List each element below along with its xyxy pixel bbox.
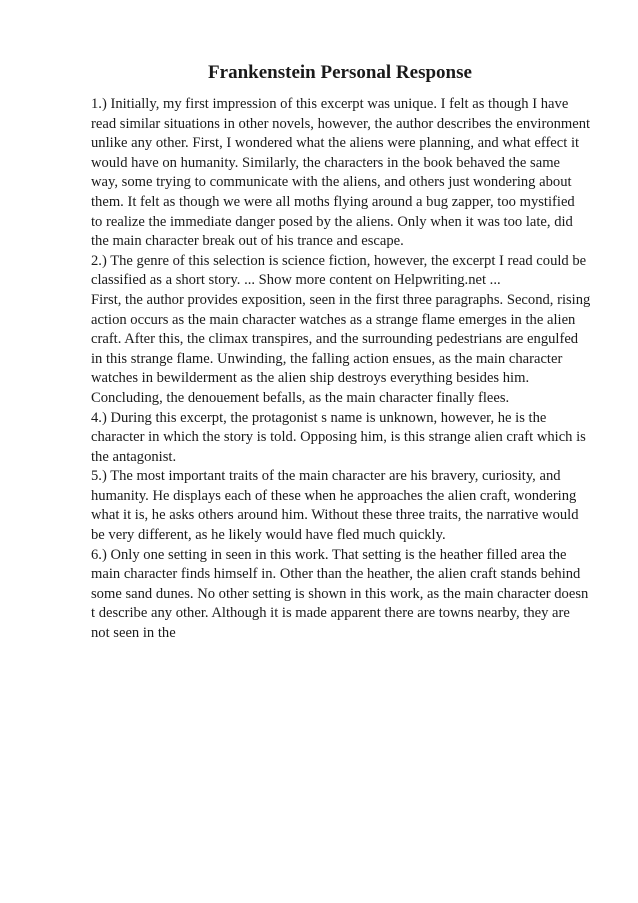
body-line: them. It felt as though we were all moths flying around a bug zapper, too mystified [91,193,575,210]
body-line: 2.) The genre of this selection is science fiction, however, the excerpt I read could be [91,252,587,269]
body-line: to realize the immediate danger posed by the aliens. Only when it was too late, did [91,213,573,230]
body-line: what it is, he asks others around him. Without these three traits, the narrative would [91,507,579,524]
body-line: t describe any other. Although it is made apparent there are towns nearby, they are [91,605,570,622]
body-line: character in which the story is told. Opposing him, is this strange alien craft which is [91,429,586,446]
document-body [91,95,611,644]
body-line: 5.) The most important traits of the main character are his bravery, curiosity, and [91,468,561,485]
body-line: some sand dunes. No other setting is shown in this work, as the main character doesn [91,585,589,602]
body-line: would have on humanity. Similarly, the characters in the book behaved the same [91,154,561,171]
body-line: the antagonist. [91,448,177,465]
body-line: read similar situations in other novels, however, the author describes the environment [91,115,591,132]
body-line: 4.) During this excerpt, the protagonist s name is unknown, however, he is the [91,409,547,426]
body-line: way, some trying to communicate with the aliens, and others just wondering about [91,174,572,191]
body-line: not seen in the [91,625,176,642]
body-line: 6.) Only one setting in seen in this work. That setting is the heather filled area the [91,546,567,563]
body-line: be very different, as he likely would have fled much quickly. [91,527,446,544]
body-line: craft. After this, the climax transpires, and the surrounding pedestrians are engulfed [91,331,579,348]
body-line: First, the author provides exposition, seen in the first three paragraphs. Second, rising [91,291,591,308]
body-line: action occurs as the main character watches as a strange flame emerges in the alien [91,311,576,328]
document-title: Frankenstein Personal Response [208,62,472,83]
body-line: main character finds himself in. Other than the heather, the alien craft stands behind [91,566,581,583]
body-line: in this strange flame. Unwinding, the falling action ensues, as the main character [91,350,563,367]
body-line: humanity. He displays each of these when he approaches the alien craft, wondering [91,487,577,504]
body-line: classified as a short story. ... Show more content on Helpwriting.net ... [91,272,501,289]
body-line: unlike any other. First, I wondered what the aliens were planning, and what effect it [91,135,580,152]
body-line: watches in bewilderment as the alien ship destroys everything besides him. [91,370,530,387]
body-line: the main character break out of his trance and escape. [91,233,404,250]
body-line: 1.) Initially, my first impression of this excerpt was unique. I felt as though I have [91,96,569,112]
body-line: Concluding, the denouement befalls, as the main character finally flees. [91,389,510,406]
